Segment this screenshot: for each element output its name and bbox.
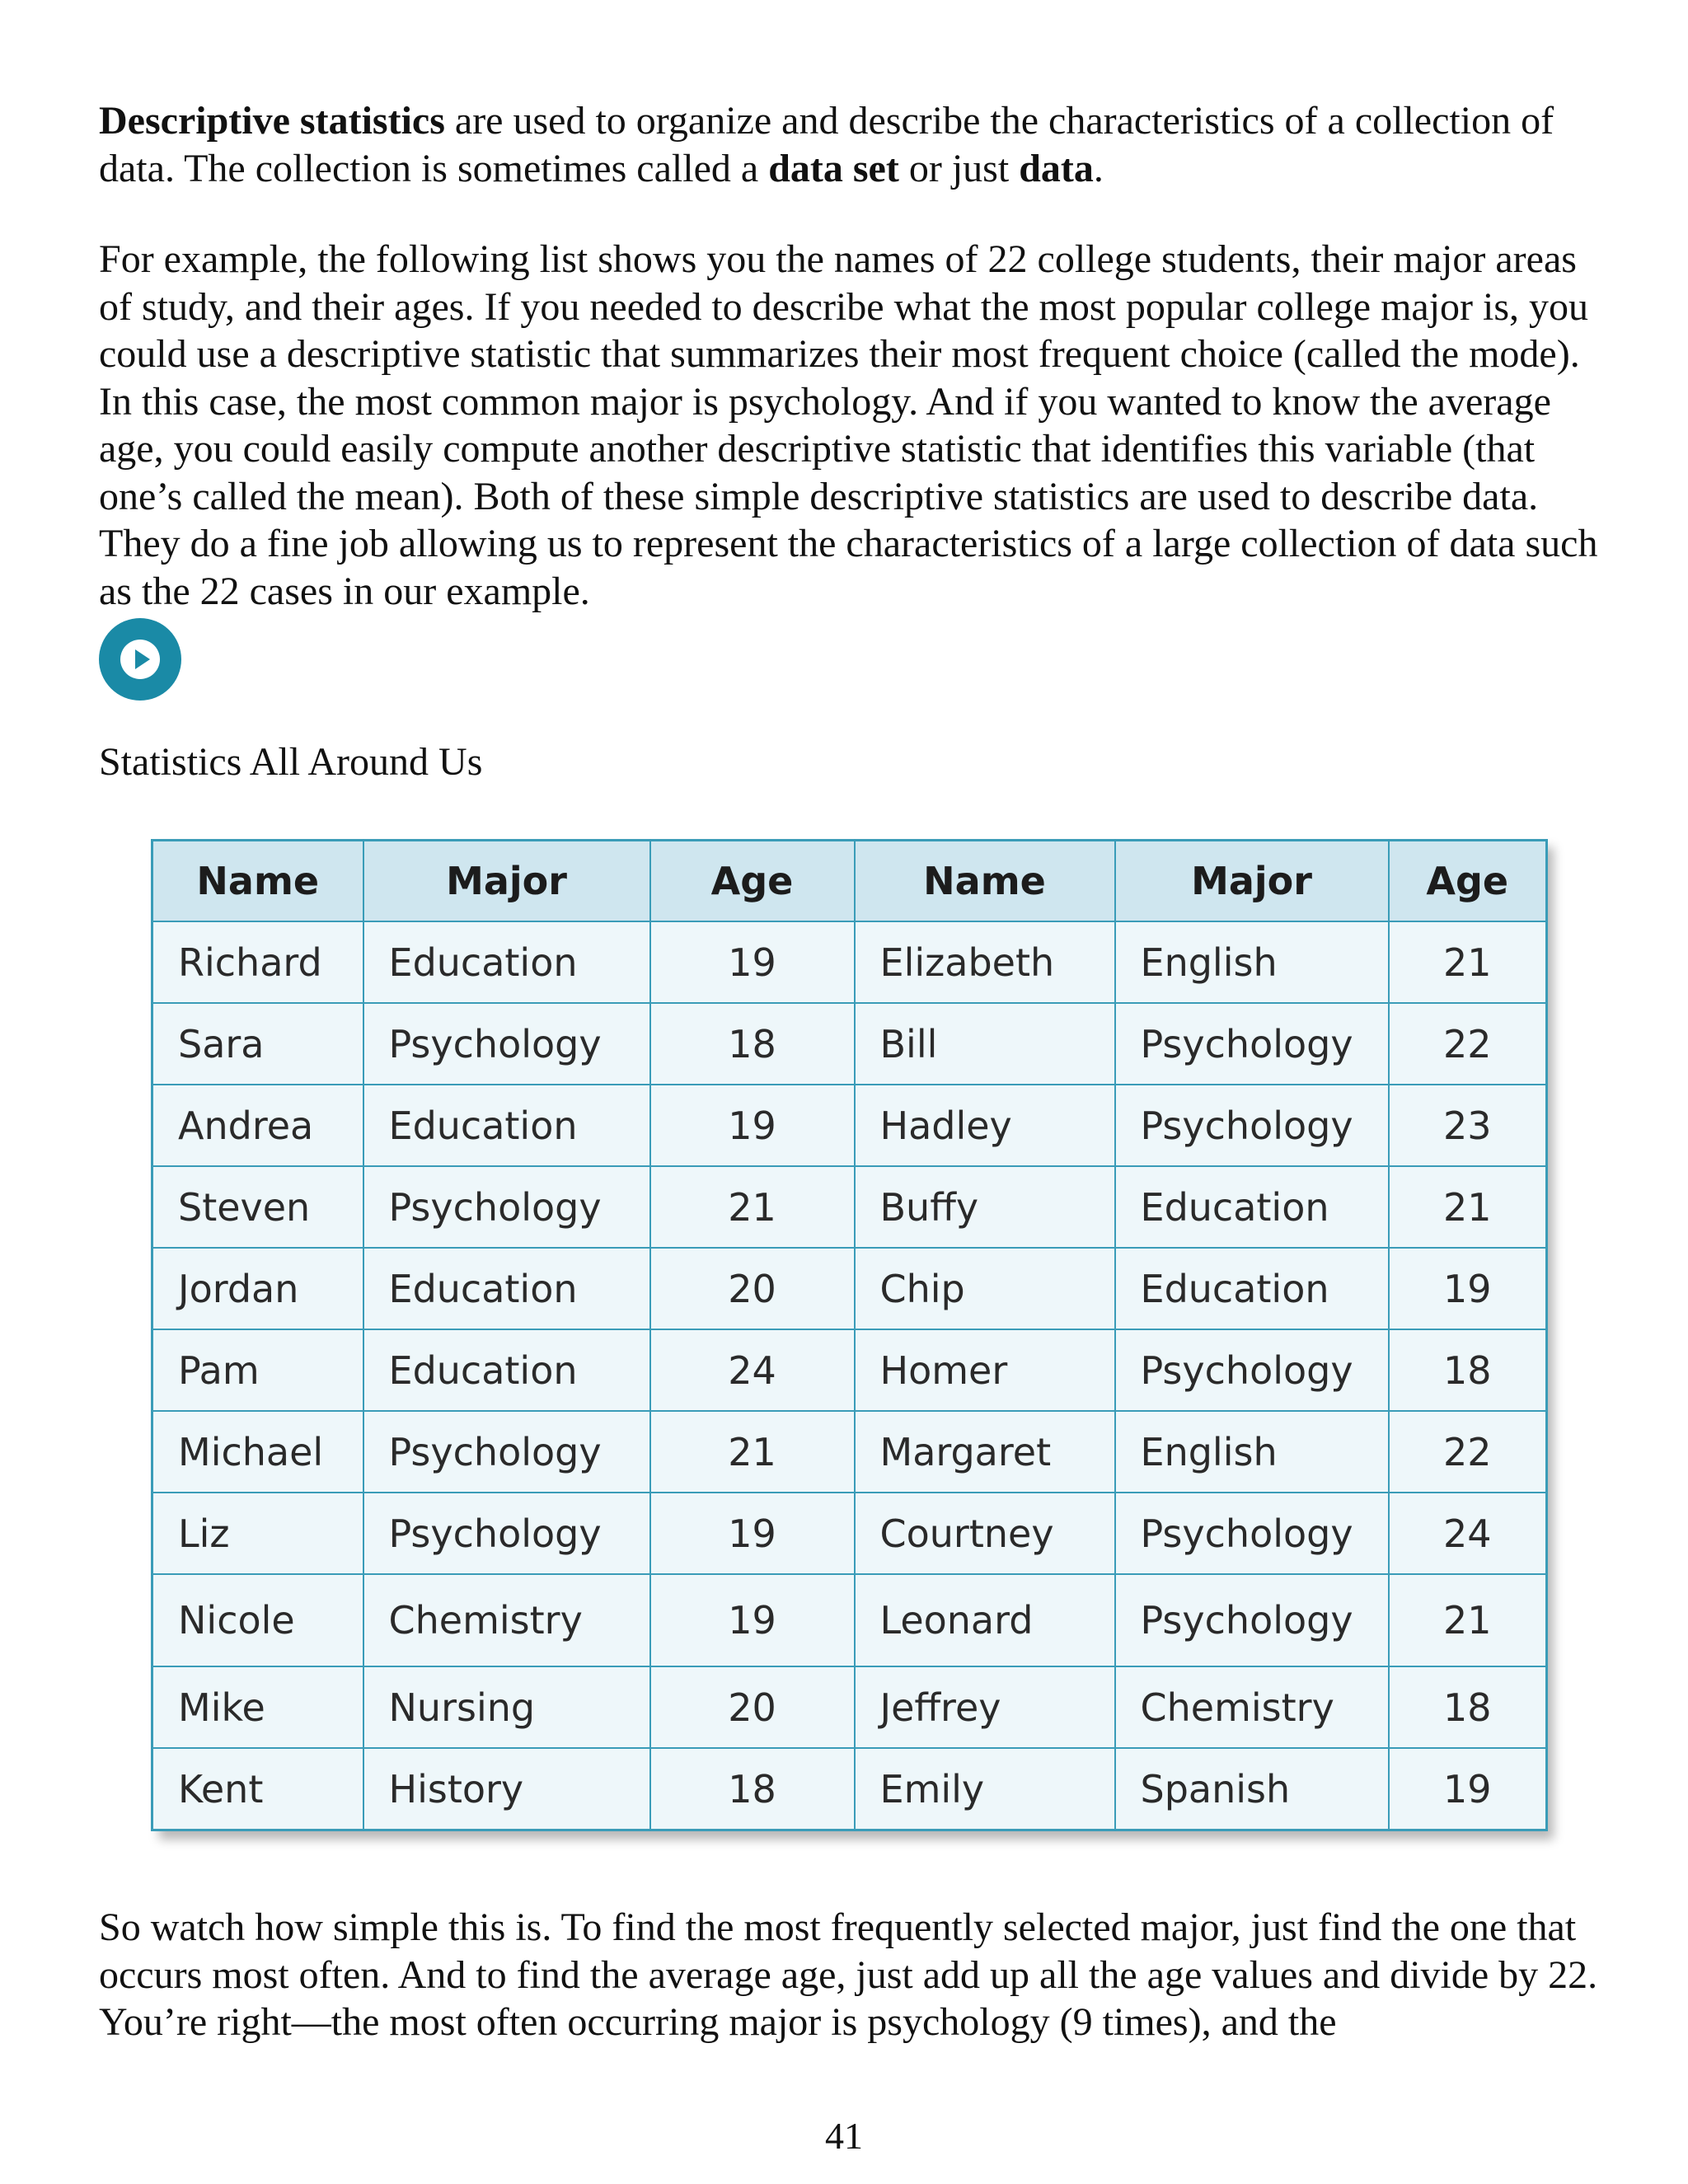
- cell-major: Education: [1115, 1166, 1389, 1248]
- cell-major: Chemistry: [1115, 1666, 1389, 1748]
- header-major-2: Major: [1115, 841, 1389, 922]
- cell-major: Chemistry: [363, 1574, 650, 1666]
- table-row: [152, 1003, 1547, 1085]
- header-name-1: Name: [152, 841, 363, 922]
- cell-age: 22: [1389, 1003, 1547, 1085]
- cell-name: Homer: [855, 1329, 1115, 1411]
- video-caption: Statistics All Around Us: [99, 740, 483, 784]
- cell-name: Buffy: [855, 1166, 1115, 1248]
- table-row: [152, 1248, 1547, 1329]
- cell-name: Pam: [152, 1329, 363, 1411]
- cell-name: Mike: [152, 1666, 363, 1748]
- play-triangle-icon: [135, 649, 150, 669]
- cell-age: 18: [1389, 1329, 1547, 1411]
- cell-name: Steven: [152, 1166, 363, 1248]
- cell-age: 19: [650, 921, 855, 1003]
- cell-major: Education: [363, 1085, 650, 1166]
- cell-name: Hadley: [855, 1085, 1115, 1166]
- cell-name: Jordan: [152, 1248, 363, 1329]
- page-number: 41: [825, 2115, 863, 2157]
- cell-age: 20: [650, 1248, 855, 1329]
- cell-major: Education: [363, 1329, 650, 1411]
- cell-age: 19: [650, 1493, 855, 1574]
- cell-age: 24: [1389, 1493, 1547, 1574]
- cell-name: Bill: [855, 1003, 1115, 1085]
- table-row: [152, 921, 1547, 1003]
- term-data-set: data set: [768, 146, 899, 190]
- cell-major: Spanish: [1115, 1748, 1389, 1830]
- cell-name: Jeffrey: [855, 1666, 1115, 1748]
- header-major-1: Major: [363, 841, 650, 922]
- cell-major: Psychology: [363, 1166, 650, 1248]
- intro-text-2: or just: [898, 146, 1020, 190]
- cell-major: Psychology: [1115, 1493, 1389, 1574]
- cell-name: Andrea: [152, 1085, 363, 1166]
- cell-name: Emily: [855, 1748, 1115, 1830]
- students-table-container: [151, 839, 1545, 1831]
- header-age-1: Age: [650, 841, 855, 922]
- cell-major: Psychology: [1115, 1329, 1389, 1411]
- cell-name: Elizabeth: [855, 921, 1115, 1003]
- cell-name: Chip: [855, 1248, 1115, 1329]
- cell-age: 18: [650, 1748, 855, 1830]
- cell-age: 18: [650, 1003, 855, 1085]
- cell-age: 21: [650, 1166, 855, 1248]
- cell-name: Kent: [152, 1748, 363, 1830]
- table-row: [152, 1411, 1547, 1493]
- cell-major: Psychology: [363, 1493, 650, 1574]
- intro-paragraph: [99, 97, 1607, 192]
- cell-major: Nursing: [363, 1666, 650, 1748]
- cell-age: 21: [650, 1411, 855, 1493]
- cell-major: English: [1115, 1411, 1389, 1493]
- cell-name: Sara: [152, 1003, 363, 1085]
- cell-major: History: [363, 1748, 650, 1830]
- table-row: [152, 1574, 1547, 1666]
- cell-major: Psychology: [1115, 1574, 1389, 1666]
- cell-age: 21: [1389, 921, 1547, 1003]
- cell-major: Education: [363, 1248, 650, 1329]
- cell-age: 21: [1389, 1166, 1547, 1248]
- cell-age: 20: [650, 1666, 855, 1748]
- play-circle-icon: [120, 640, 160, 679]
- cell-age: 22: [1389, 1411, 1547, 1493]
- cell-age: 21: [1389, 1574, 1547, 1666]
- intro-text-1: are used to organize and describe the characteristics of a collection of data. The collection is sometimes called a: [99, 99, 1554, 190]
- table-row: [152, 1748, 1547, 1830]
- closing-paragraph: So watch how simple this is. To find the most frequently selected major, just find the one that occurs most often. And to find the average age, just add up all the age values and divide by 22. You’re right—the most often occurring major is psychology (9 times), and the: [99, 1905, 1598, 2044]
- header-age-2: Age: [1389, 841, 1547, 922]
- table-header-row: [152, 841, 1547, 922]
- table-row: [152, 1166, 1547, 1248]
- cell-age: 19: [650, 1574, 855, 1666]
- cell-name: Margaret: [855, 1411, 1115, 1493]
- cell-name: Nicole: [152, 1574, 363, 1666]
- table-row: [152, 1329, 1547, 1411]
- cell-name: Liz: [152, 1493, 363, 1574]
- term-data: data: [1019, 146, 1094, 190]
- cell-name: Leonard: [855, 1574, 1115, 1666]
- cell-name: Michael: [152, 1411, 363, 1493]
- cell-major: Psychology: [1115, 1085, 1389, 1166]
- cell-age: 23: [1389, 1085, 1547, 1166]
- cell-age: 19: [1389, 1248, 1547, 1329]
- intro-text-3: .: [1093, 146, 1104, 190]
- cell-major: Psychology: [363, 1411, 650, 1493]
- cell-name: Richard: [152, 921, 363, 1003]
- students-table: [151, 839, 1548, 1831]
- cell-age: 24: [650, 1329, 855, 1411]
- cell-age: 18: [1389, 1666, 1547, 1748]
- term-descriptive-statistics: Descriptive statistics: [99, 99, 445, 143]
- table-row: [152, 1493, 1547, 1574]
- table-row: [152, 1666, 1547, 1748]
- cell-major: Psychology: [363, 1003, 650, 1085]
- cell-age: 19: [650, 1085, 855, 1166]
- play-video-button[interactable]: [99, 618, 181, 701]
- cell-major: Education: [363, 921, 650, 1003]
- cell-name: Courtney: [855, 1493, 1115, 1574]
- header-name-2: Name: [855, 841, 1115, 922]
- example-paragraph: For example, the following list shows you the names of 22 college students, their major areas of study, and their ages. If you needed to describe what the most popular college major is, you could use a descriptive statistic that summarizes their most frequent choice (called the mode). In this case, the most common major is psychology. And if you wanted to know the average age, you could easily compute another descriptive statistic that identifies this variable (that one’s called the mean). Both of these simple descriptive statistics are used to describe data. They do a fine job allowing us to represent the characteristics of a large collection of data such as the 22 cases in our example.: [99, 237, 1598, 613]
- cell-age: 19: [1389, 1748, 1547, 1830]
- cell-major: Psychology: [1115, 1003, 1389, 1085]
- cell-major: English: [1115, 921, 1389, 1003]
- table-row: [152, 1085, 1547, 1166]
- cell-major: Education: [1115, 1248, 1389, 1329]
